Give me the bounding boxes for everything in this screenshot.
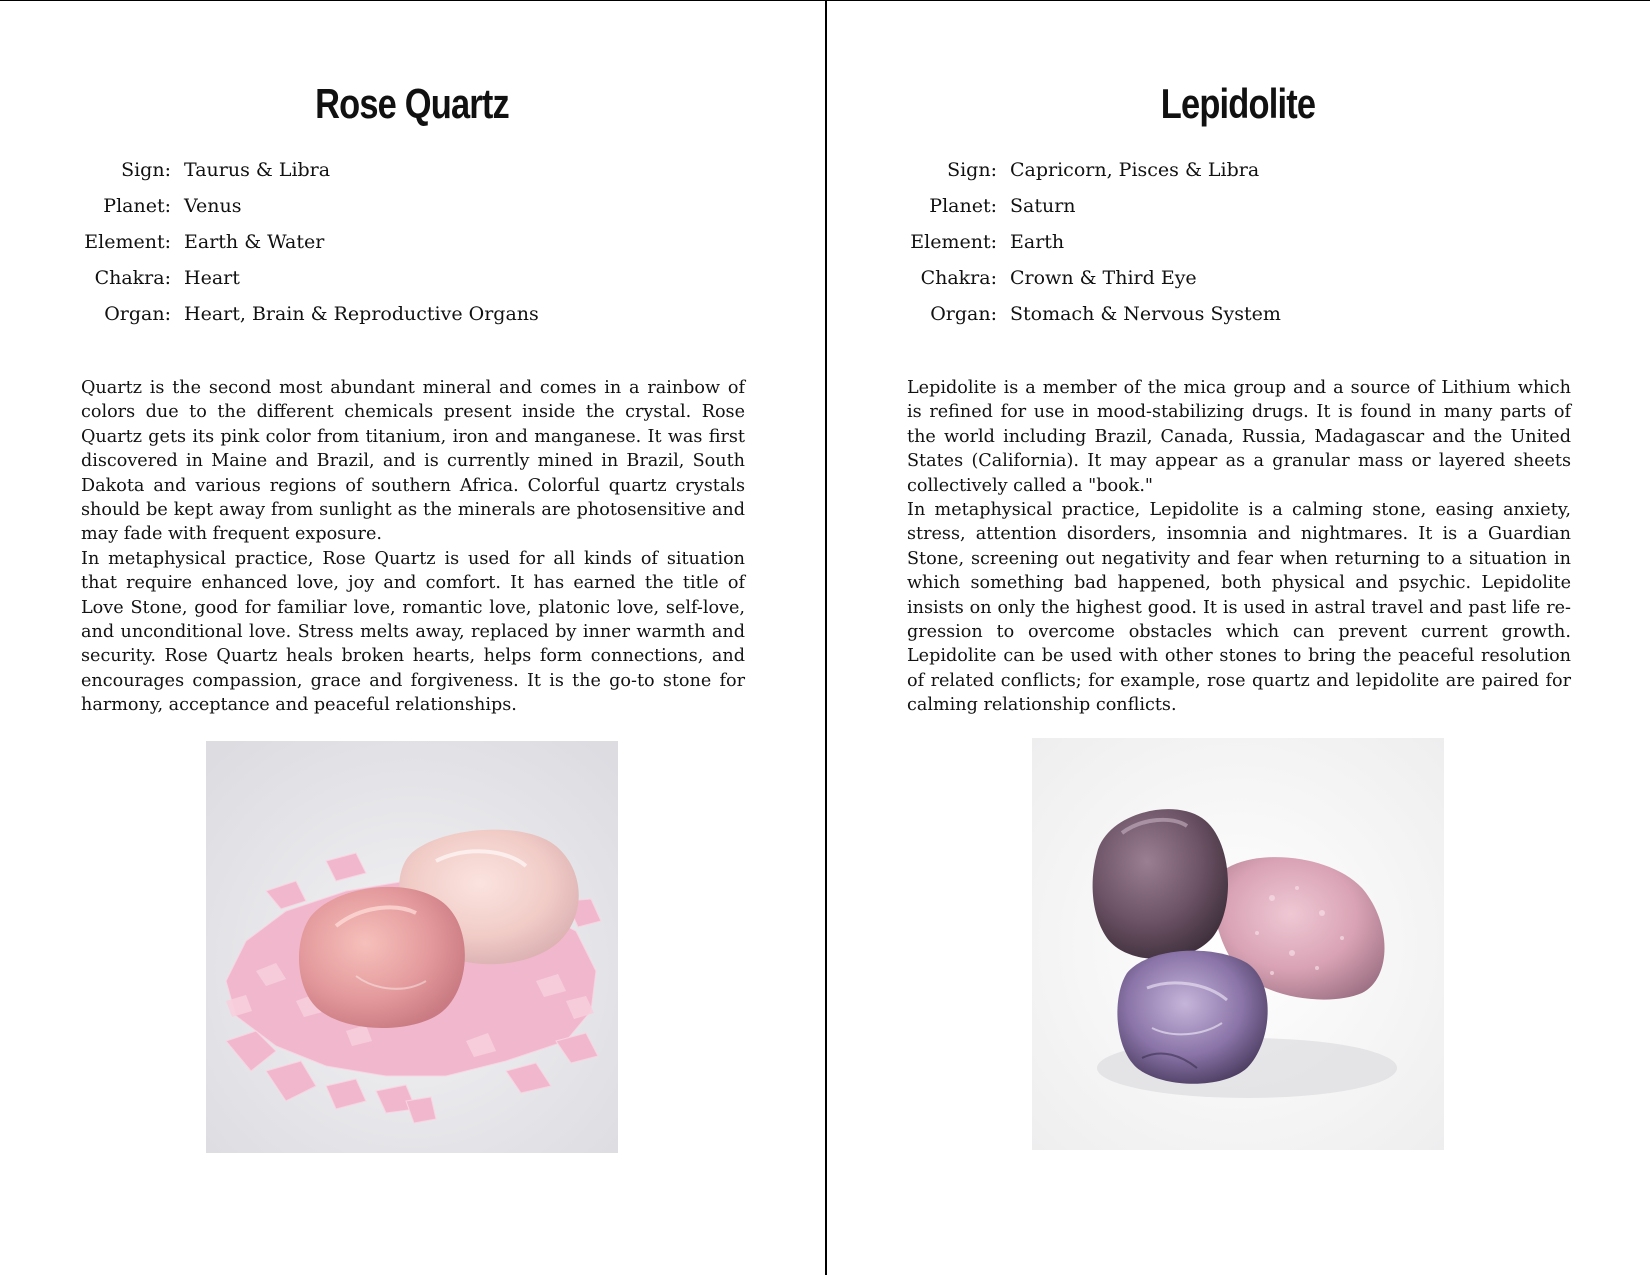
description-paragraph: In metaphysical practice, Rose Quartz is used for all kinds of situation that require enhanced love, joy and comfort. It has earned the title of Love Stone, good for familiar love, romantic love, platonic love, self-love, and unconditional love. Stress melts away, replaced by inner warmth and security. Rose Quartz heals broken hearts, helps form connections, and encourages compassion, grace and forgiveness. It is the go-to stone for harmony, acceptance and peaceful relationships.	[81, 548, 745, 716]
property-label: Element:	[910, 231, 997, 253]
property-row-planet	[866, 188, 1626, 224]
description	[81, 376, 745, 718]
description-paragraph: In metaphysical practice, Lepidolite is a calming stone, easing anxiety, stress, attention disorders, insomnia and nightmares. It is a Guardian Stone, screening out negativity and fear when returning to a situation in which something bad happened, both physical and psychic. Lepidolite insists on only the highest good. It is used in astral travel and past life re-gression to overcome obstacles which can prevent current growth. Lepidolite can be used with other stones to bring the peaceful resolution of related conflicts; for example, rose quartz and lepidolite are paired for calming relationship conflicts.	[907, 500, 1571, 716]
property-value: Venus	[184, 195, 242, 217]
property-value: Heart	[184, 267, 240, 289]
properties-list	[40, 152, 800, 332]
property-label: Sign:	[947, 159, 997, 181]
property-row-organ	[866, 296, 1626, 332]
property-value: Taurus & Libra	[184, 159, 331, 181]
property-row-organ	[40, 296, 800, 332]
description-paragraph: Lepidolite is a member of the mica group and a source of Lithium which is refined for use in mood-stabilizing drugs. It is found in many parts of the world including Brazil, Canada, Russia, Madagascar and the United States (California). It may appear as a granular mass or layered sheets collectively called a "book."	[907, 378, 1571, 496]
property-row-sign	[866, 152, 1626, 188]
property-value: Earth & Water	[184, 231, 325, 253]
description	[907, 376, 1571, 718]
property-label: Sign:	[121, 159, 171, 181]
property-row-planet	[40, 188, 800, 224]
property-label: Planet:	[103, 195, 171, 217]
property-row-sign	[40, 152, 800, 188]
property-row-chakra	[40, 260, 800, 296]
property-label: Element:	[84, 231, 171, 253]
page-lepidolite	[826, 0, 1650, 1275]
property-label: Chakra:	[920, 267, 997, 289]
property-value: Saturn	[1010, 195, 1076, 217]
property-row-chakra	[866, 260, 1626, 296]
property-label: Organ:	[930, 303, 997, 325]
description-paragraph: Quartz is the second most abundant mineral and comes in a rainbow of colors due to the different chemicals present inside the crystal. Rose Quartz gets its pink color from titanium, iron and manganese. It was first discovered in Maine and Brazil, and is currently mined in Brazil, South Dakota and various regions of southern Africa. Colorful quartz crystals should be kept away from sunlight as the minerals are photosensitive and may fade with frequent exposure.	[81, 378, 745, 545]
rose-quartz-photo	[206, 741, 618, 1153]
property-row-element	[40, 224, 800, 260]
page-title: Lepidolite	[1160, 80, 1316, 127]
property-label: Planet:	[929, 195, 997, 217]
lepidolite-photo	[1032, 738, 1444, 1150]
property-value: Heart, Brain & Reproductive Organs	[184, 303, 539, 325]
properties-list	[866, 152, 1626, 332]
page-title: Rose Quartz	[315, 80, 509, 127]
property-value: Earth	[1010, 231, 1065, 253]
property-value: Stomach & Nervous System	[1010, 303, 1281, 325]
property-label: Chakra:	[94, 267, 171, 289]
page-rose-quartz	[0, 0, 824, 1275]
property-label: Organ:	[104, 303, 171, 325]
property-value: Capricorn, Pisces & Libra	[1010, 159, 1260, 181]
property-value: Crown & Third Eye	[1010, 267, 1197, 289]
property-row-element	[866, 224, 1626, 260]
